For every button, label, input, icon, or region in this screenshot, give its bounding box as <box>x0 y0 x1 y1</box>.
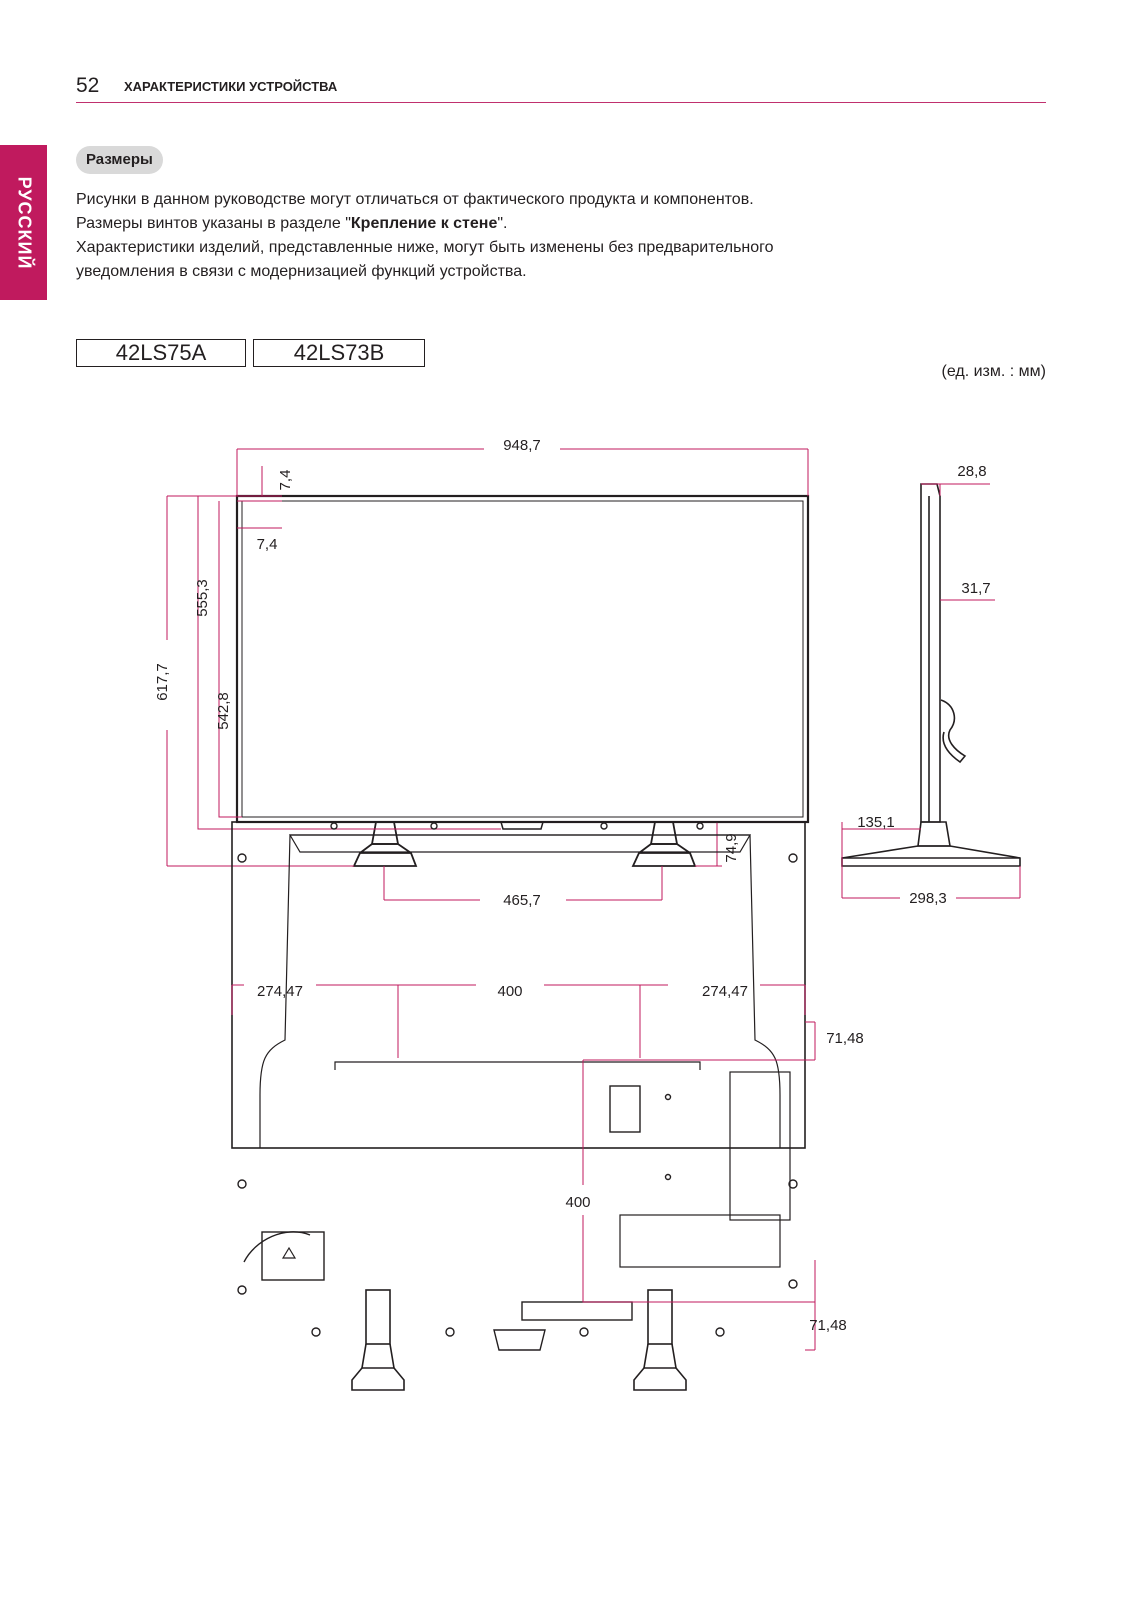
language-tab-label: РУССКИЙ <box>14 176 34 269</box>
side-depth-mid-label: 31,7 <box>961 580 991 597</box>
side-stand-base <box>842 846 1020 866</box>
side-depth-top-label: 28,8 <box>957 463 987 480</box>
side-stand-depth-label: 298,3 <box>909 890 947 907</box>
page-number: 52 <box>76 74 100 97</box>
section-title: Размеры <box>76 146 163 174</box>
tv-screen-outline <box>242 501 803 817</box>
front-screen-height-label: 555,3 <box>194 579 211 617</box>
side-stand-neck <box>918 822 950 846</box>
rear-right-offset-label: 274,47 <box>702 983 748 1000</box>
front-total-height-label: 617,7 <box>154 663 171 701</box>
front-bezel-side-label: 7,4 <box>256 536 278 553</box>
front-bezel-top-label: 7,4 <box>277 469 294 491</box>
front-inner-height-label: 542,8 <box>215 692 232 730</box>
side-view <box>842 484 1020 866</box>
side-stand-height-label: 135,1 <box>857 814 895 831</box>
intro-line-1: Рисунки в данном руководстве могут отличаться от фактического продукта и компонентов. <box>76 191 754 208</box>
intro-line-2-prefix: Размеры винтов указаны в разделе " <box>76 215 351 232</box>
intro-line-4: уведомления в связи с модернизацией функций устройства. <box>76 263 527 280</box>
model-box-1: 42LS75A <box>76 339 246 367</box>
warning-icon <box>283 1248 295 1258</box>
rear-stand-right <box>634 1290 686 1390</box>
model-box-2: 42LS73B <box>253 339 425 367</box>
rear-dimension-lines <box>232 985 815 1350</box>
tv-front-outline <box>237 496 808 822</box>
front-stand-spacing-label: 465,7 <box>503 892 541 909</box>
chapter-title: ХАРАКТЕРИСТИКИ УСТРОЙСТВА <box>124 79 338 94</box>
side-panel-outline <box>921 484 940 822</box>
rear-power-socket <box>610 1086 640 1132</box>
rear-center-tab <box>494 1330 545 1350</box>
side-dimension-lines <box>842 484 1020 898</box>
rear-button-panel <box>522 1302 632 1320</box>
rear-left-offset-label: 274,47 <box>257 983 303 1000</box>
rear-bottom-offset-label: 71,48 <box>809 1317 847 1334</box>
rear-io-panel <box>730 1072 790 1220</box>
intro-line-3: Характеристики изделий, представленные ниже, могут быть изменены без предварительного <box>76 239 774 256</box>
front-width-label: 948,7 <box>503 437 541 454</box>
rear-vesa-vertical-label: 400 <box>565 1194 591 1211</box>
rear-power-cable <box>244 1232 310 1262</box>
side-cable <box>941 700 965 762</box>
intro-line-2-suffix: ". <box>497 215 508 232</box>
front-dimension-lines <box>167 449 808 900</box>
side-dimension-labels <box>857 463 990 907</box>
front-stand-height-label: 74,9 <box>723 833 740 863</box>
front-stand-right <box>633 822 695 866</box>
unit-note: (ед. изм. : мм) <box>941 363 1046 380</box>
wall-mount-link-text: Крепление к стене <box>350 215 498 232</box>
rear-power-box <box>262 1232 324 1280</box>
front-view <box>237 496 808 866</box>
rear-stand-left <box>352 1290 404 1390</box>
rear-top-recess <box>290 835 750 852</box>
rear-top-offset-label: 71,48 <box>826 1030 864 1047</box>
rear-dimension-labels <box>257 983 864 1334</box>
rear-vesa-horizontal-label: 400 <box>497 983 523 1000</box>
